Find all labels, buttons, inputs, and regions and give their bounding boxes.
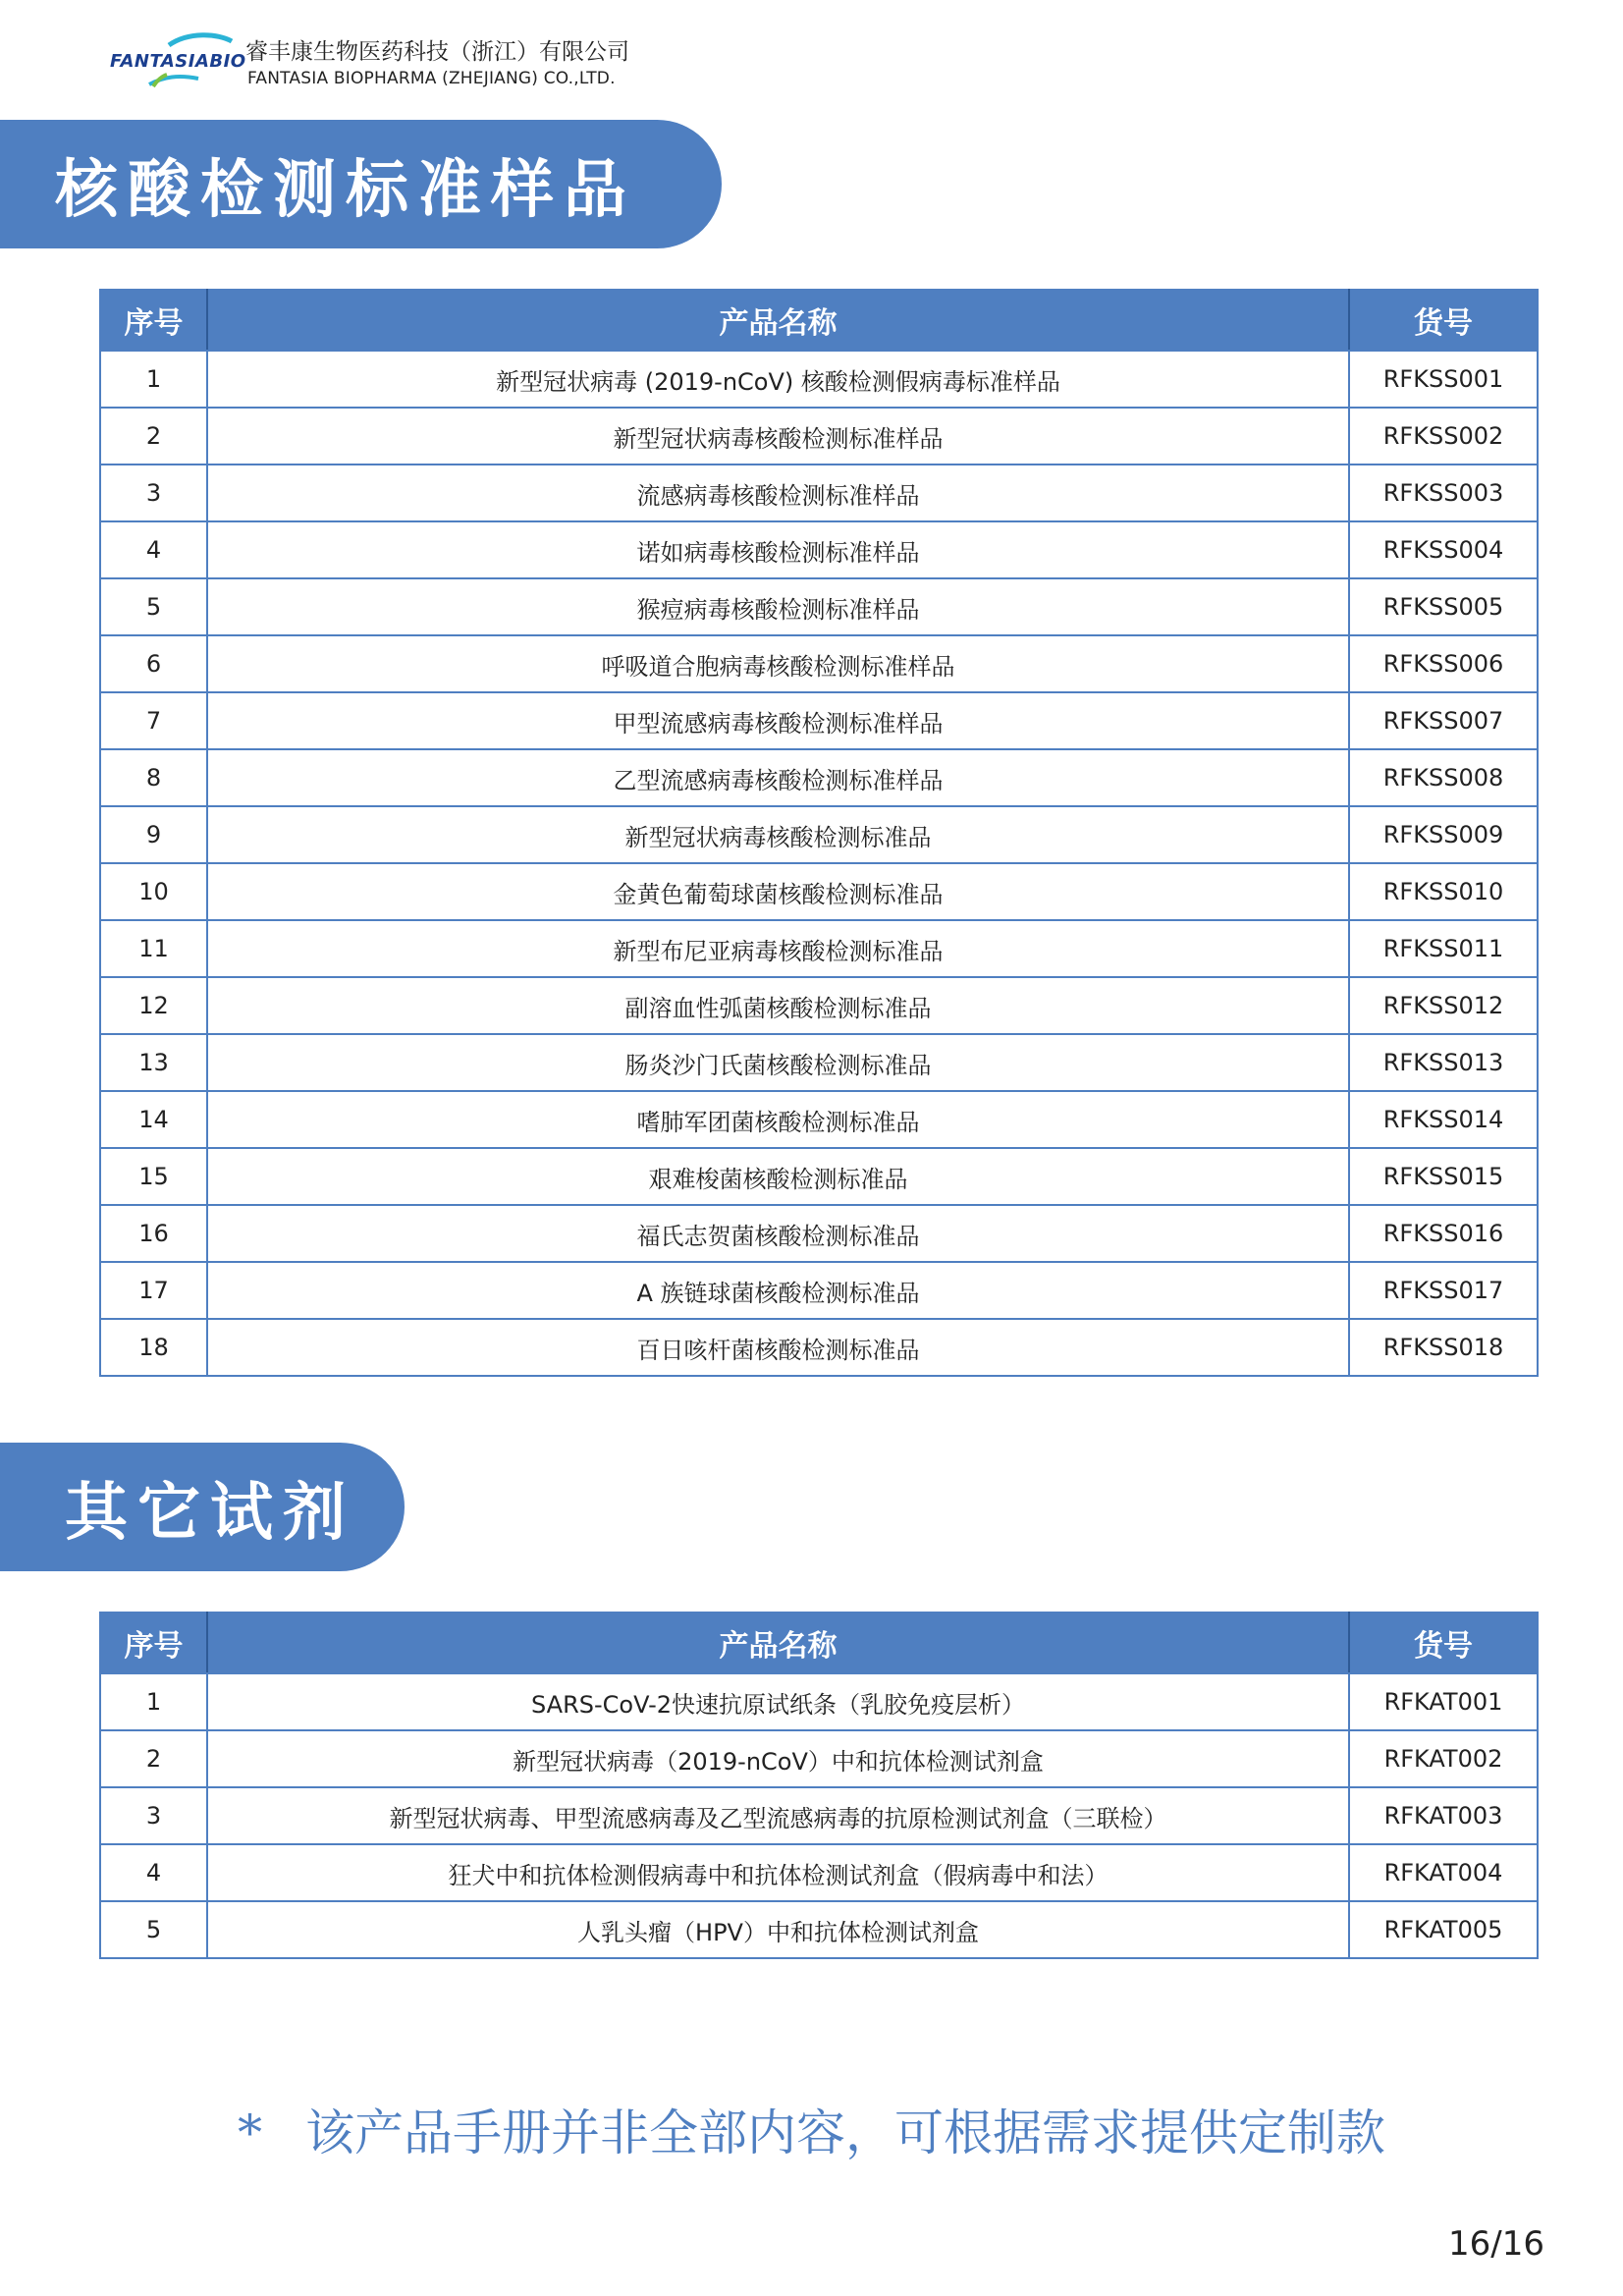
- header-name: 产品名称: [207, 290, 1349, 351]
- cell-product-code: RFKSS005: [1349, 578, 1538, 635]
- cell-product-code: RFKSS007: [1349, 692, 1538, 749]
- cell-product-name: 新型冠状病毒核酸检测标准品: [207, 806, 1349, 863]
- cell-no: 18: [100, 1319, 207, 1376]
- cell-product-code: RFKSS003: [1349, 465, 1538, 521]
- table-row: [100, 1091, 1538, 1148]
- cell-product-code: RFKAT005: [1349, 1901, 1538, 1958]
- cell-product-name: 猴痘病毒核酸检测标准样品: [207, 578, 1349, 635]
- table-row: [100, 1034, 1538, 1091]
- table-row: [100, 863, 1538, 920]
- cell-product-code: RFKSS014: [1349, 1091, 1538, 1148]
- table-row: [100, 1205, 1538, 1262]
- header-code: 货号: [1349, 290, 1538, 351]
- cell-no: 3: [100, 465, 207, 521]
- company-name-en: FANTASIA BIOPHARMA (ZHEJIANG) CO.,LTD.: [247, 69, 616, 88]
- cell-no: 7: [100, 692, 207, 749]
- table-row: [100, 1319, 1538, 1376]
- table-row: [100, 1844, 1538, 1901]
- company-name-cn: 睿丰康生物医药科技（浙江）有限公司: [245, 39, 629, 65]
- table-row: [100, 465, 1538, 521]
- header-name: 产品名称: [207, 1613, 1349, 1673]
- cell-product-code: RFKSS018: [1349, 1319, 1538, 1376]
- cell-product-name: 人乳头瘤（HPV）中和抗体检测试剂盒: [207, 1901, 1349, 1958]
- cell-product-name: 甲型流感病毒核酸检测标准样品: [207, 692, 1349, 749]
- cell-product-code: RFKSS016: [1349, 1205, 1538, 1262]
- nucleic-acid-standards-table: [99, 289, 1539, 1377]
- cell-product-name: 新型冠状病毒（2019-nCoV）中和抗体检测试剂盒: [207, 1730, 1349, 1787]
- table-row: [100, 806, 1538, 863]
- header-no: 序号: [100, 290, 207, 351]
- header-no: 序号: [100, 1613, 207, 1673]
- cell-product-name: 新型冠状病毒核酸检测标准样品: [207, 408, 1349, 465]
- cell-no: 5: [100, 1901, 207, 1958]
- table-row: [100, 1673, 1538, 1730]
- footer-note: [0, 2094, 1623, 2164]
- section-title-other-reagents: 其它试剂: [0, 1443, 405, 1571]
- table-row: [100, 1148, 1538, 1205]
- table-header-row: [100, 290, 1538, 351]
- cell-no: 17: [100, 1262, 207, 1319]
- cell-product-name: 流感病毒核酸检测标准样品: [207, 465, 1349, 521]
- page-number: 16/16: [1448, 2224, 1544, 2264]
- table-row: [100, 1730, 1538, 1787]
- table-row: [100, 977, 1538, 1034]
- cell-no: 1: [100, 351, 207, 408]
- cell-product-code: RFKSS012: [1349, 977, 1538, 1034]
- cell-product-name: 艰难梭菌核酸检测标准品: [207, 1148, 1349, 1205]
- cell-product-code: RFKSS017: [1349, 1262, 1538, 1319]
- section-title-nucleic-acid: 核酸检测标准样品: [0, 120, 722, 248]
- table-row: [100, 578, 1538, 635]
- cell-product-code: RFKSS013: [1349, 1034, 1538, 1091]
- cell-no: 8: [100, 749, 207, 806]
- cell-no: 12: [100, 977, 207, 1034]
- cell-product-name: 新型冠状病毒、甲型流感病毒及乙型流感病毒的抗原检测试剂盒（三联检）: [207, 1787, 1349, 1844]
- cell-product-name: 肠炎沙门氏菌核酸检测标准品: [207, 1034, 1349, 1091]
- cell-product-code: RFKSS008: [1349, 749, 1538, 806]
- cell-product-name: 乙型流感病毒核酸检测标准样品: [207, 749, 1349, 806]
- cell-product-code: RFKAT003: [1349, 1787, 1538, 1844]
- company-logo: [110, 27, 246, 90]
- cell-product-name: 百日咳杆菌核酸检测标准品: [207, 1319, 1349, 1376]
- cell-no: 5: [100, 578, 207, 635]
- cell-product-code: RFKAT001: [1349, 1673, 1538, 1730]
- cell-product-code: RFKSS001: [1349, 351, 1538, 408]
- table-row: [100, 408, 1538, 465]
- cell-no: 10: [100, 863, 207, 920]
- cell-no: 9: [100, 806, 207, 863]
- cell-no: 6: [100, 635, 207, 692]
- table-row: [100, 692, 1538, 749]
- cell-no: 3: [100, 1787, 207, 1844]
- table-row: [100, 920, 1538, 977]
- cell-product-code: RFKSS004: [1349, 521, 1538, 578]
- cell-product-code: RFKSS009: [1349, 806, 1538, 863]
- cell-product-code: RFKAT004: [1349, 1844, 1538, 1901]
- cell-product-code: RFKSS002: [1349, 408, 1538, 465]
- asterisk-icon: *: [238, 2105, 262, 2161]
- table-row: [100, 1262, 1538, 1319]
- cell-product-code: RFKSS015: [1349, 1148, 1538, 1205]
- cell-product-name: 新型布尼亚病毒核酸检测标准品: [207, 920, 1349, 977]
- cell-no: 2: [100, 1730, 207, 1787]
- cell-product-name: A 族链球菌核酸检测标准品: [207, 1262, 1349, 1319]
- header-code: 货号: [1349, 1613, 1538, 1673]
- cell-no: 4: [100, 521, 207, 578]
- logo-text: FANTASIABIO: [110, 51, 246, 72]
- table-row: [100, 635, 1538, 692]
- other-reagents-table: [99, 1612, 1539, 1959]
- cell-no: 1: [100, 1673, 207, 1730]
- cell-no: 15: [100, 1148, 207, 1205]
- table-header-row: [100, 1613, 1538, 1673]
- cell-product-name: 新型冠状病毒 (2019-nCoV) 核酸检测假病毒标准样品: [207, 351, 1349, 408]
- cell-product-name: 嗜肺军团菌核酸检测标准品: [207, 1091, 1349, 1148]
- cell-no: 4: [100, 1844, 207, 1901]
- cell-no: 11: [100, 920, 207, 977]
- cell-product-name: 诺如病毒核酸检测标准样品: [207, 521, 1349, 578]
- cell-product-name: 狂犬中和抗体检测假病毒中和抗体检测试剂盒（假病毒中和法）: [207, 1844, 1349, 1901]
- cell-product-name: 呼吸道合胞病毒核酸检测标准样品: [207, 635, 1349, 692]
- cell-no: 13: [100, 1034, 207, 1091]
- footer-note-text: 该产品手册并非全部内容，可根据需求提供定制款: [305, 2105, 1385, 2161]
- cell-product-name: 金黄色葡萄球菌核酸检测标准品: [207, 863, 1349, 920]
- cell-product-name: 福氏志贺菌核酸检测标准品: [207, 1205, 1349, 1262]
- cell-product-code: RFKAT002: [1349, 1730, 1538, 1787]
- cell-no: 2: [100, 408, 207, 465]
- cell-product-name: 副溶血性弧菌核酸检测标准品: [207, 977, 1349, 1034]
- table-row: [100, 1901, 1538, 1958]
- cell-no: 14: [100, 1091, 207, 1148]
- table-row: [100, 1787, 1538, 1844]
- cell-product-code: RFKSS011: [1349, 920, 1538, 977]
- cell-product-code: RFKSS010: [1349, 863, 1538, 920]
- table-row: [100, 351, 1538, 408]
- table-row: [100, 749, 1538, 806]
- cell-product-name: SARS-CoV-2快速抗原试纸条（乳胶免疫层析）: [207, 1673, 1349, 1730]
- cell-no: 16: [100, 1205, 207, 1262]
- cell-product-code: RFKSS006: [1349, 635, 1538, 692]
- table-row: [100, 521, 1538, 578]
